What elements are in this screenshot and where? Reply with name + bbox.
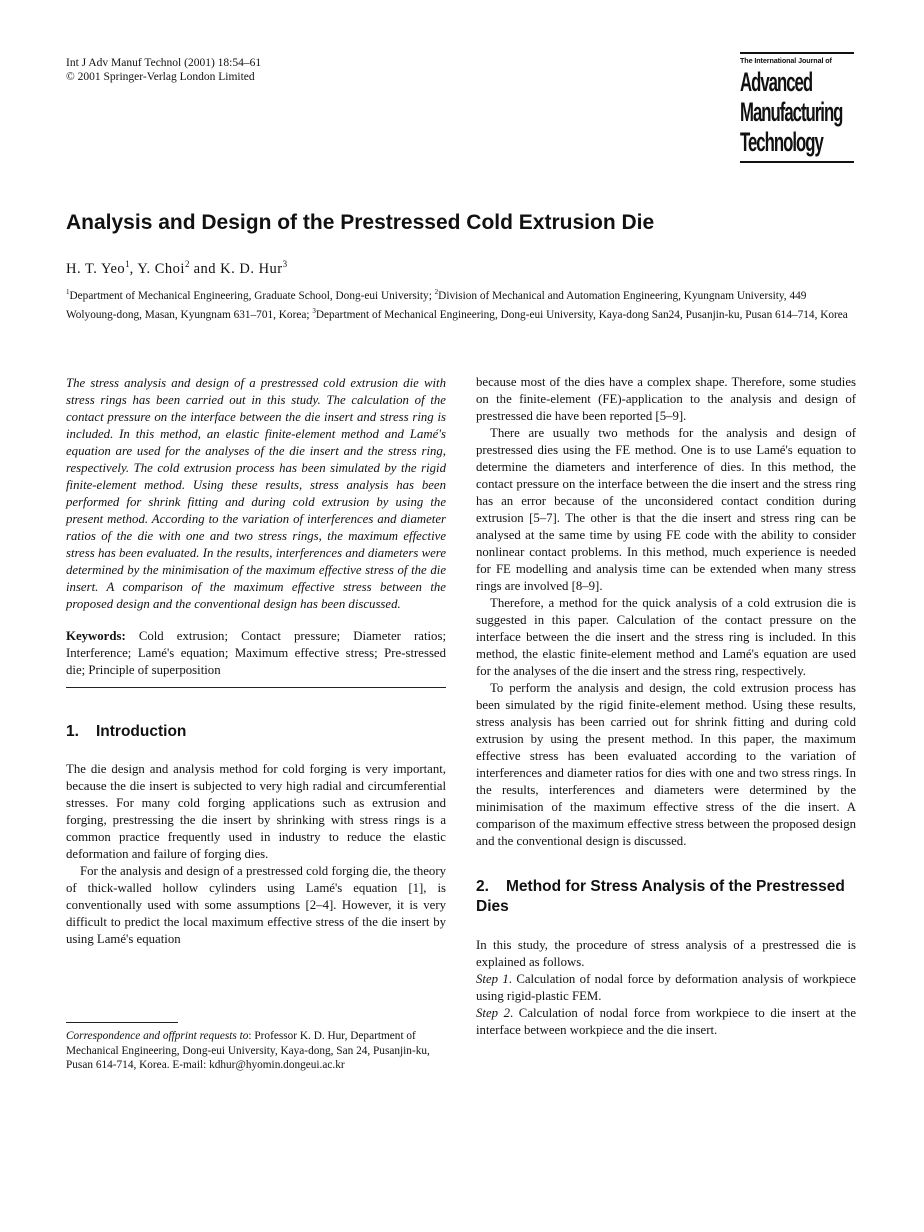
copyright-line: © 2001 Springer-Verlag London Limited xyxy=(66,71,255,83)
affiliation-mark: 3 xyxy=(312,306,316,315)
paragraph: because most of the dies have a complex shape. Therefore, some studies on the finite-element (FE)-application to the analysis and design of prestressed die have been reported [5–9]. xyxy=(476,375,856,423)
step-label: Step 1 xyxy=(476,972,509,986)
author-affiliation-mark: 3 xyxy=(282,259,288,269)
section-heading-method xyxy=(476,877,856,917)
keywords-text: Cold extrusion; Contact pressure; Diameter ratios; Interference; Lamé's equation; Maximum effective stress; Pre-stressed die; Principle of superposition xyxy=(66,629,446,677)
author-list xyxy=(66,259,287,278)
masthead-word-technology: Technology xyxy=(740,127,823,157)
paragraph: The die design and analysis method for cold forging is very important, because the die insert is subjected to very high radial and circumferential stresses. For many cold forging applications such as extrusion and forging, prestressing the die insert by shrinking with stress rings is a common practice frequently used in industry to reduce the elastic deformation and failure of forging dies. xyxy=(66,762,446,861)
section-number: 1. xyxy=(66,723,79,740)
paragraph: To perform the analysis and design, the cold extrusion process has been simulated by the rigid finite-element method. Using these results, stress analysis has been carried out for shrink fitting and during cold extrusion by using the present method. In this paper, the maximum effective stress has been evaluated according to the variation of interferences and diameter ratios for dies with one and two stress rings. In the results, interferences and diameters were determined by the minimisation of the maximum effective stress of the die insert. A comparison of the maximum effective stress between the proposed design and the conventional design is discussed. xyxy=(476,681,856,848)
paper-title: Analysis and Design of the Prestressed Cold Extrusion Die xyxy=(66,211,655,234)
right-column xyxy=(476,374,856,1039)
journal-masthead xyxy=(740,52,854,163)
step-text: . Calculation of nodal force from workpiece to die insert at the interface between workpiece and the die insert. xyxy=(476,1006,856,1037)
paragraph: For the analysis and design of a prestressed cold forging die, the theory of thick-walled hollow cylinders using Lamé's equation [1], is conventionally used with some assumptions [2–4]. However, it is very difficult to predict the local maximum effective stress of the die insert by using Lamé's equation xyxy=(66,864,446,946)
journal-reference xyxy=(66,56,261,84)
masthead-subtitle: The International Journal of xyxy=(740,56,832,65)
correspondence-footnote xyxy=(66,1022,446,1073)
author-affiliation-mark: 1 xyxy=(125,259,130,269)
author-name: H. T. Yeo xyxy=(66,260,126,277)
section-title: Method for Stress Analysis of the Prestressed Dies xyxy=(476,878,845,915)
masthead-word-advanced: Advanced xyxy=(740,67,813,97)
author-name: Y. Choi xyxy=(137,260,185,277)
left-column xyxy=(66,375,446,948)
affiliation-text: Division of Mechanical and Automation Engineering, Kyungnam University, 449 Wolyoung-dong, Masan, Kyungnam 631–701, Korea; xyxy=(66,289,807,321)
abstract: The stress analysis and design of a prestressed cold extrusion die with stress rings has been carried out in this study. The calculation of the contact pressure on the interface between the die insert and stress ring is included. In this method, an elastic finite-element method and Lamé's equation are used for the analyses of the die insert and the stress ring, respectively. The cold extrusion process has been simulated by the rigid finite-element method. Using these results, stress analysis has been performed for shrink fitting and during cold extrusion by using the present method. According to the variation of interferences and diameter ratios of the die with one and two stress rings, the maximum effective stress has been evaluated. In the results, interferences and diameters were determined by the minimisation of the maximum effective stress of the die insert. A comparison of the maximum effective stress between the proposed design and the conventional design has been discussed. xyxy=(66,376,446,611)
author-separator: , xyxy=(129,260,138,277)
keywords xyxy=(66,628,446,679)
section-title: Introduction xyxy=(96,723,187,740)
masthead-word-manufacturing: Manufacturing xyxy=(740,97,843,127)
section-number: 2. xyxy=(476,878,489,895)
abstract-divider xyxy=(66,687,446,688)
paragraph: There are usually two methods for the analysis and design of prestressed dies using the FE method. One is to use Lamé's equation to determine the diameters and interference of dies. In this method, the contact pressure on the interface between the die insert and the stress ring has an error because of the unconsidered contact condition during extrusion [5–7]. The other is that the die insert and stress ring can be analysed at the same time by using FE code with the ability to consider nonlinear contact problems. In this method, much experience is needed for FE modelling and analysis time can be extended when many stress rings are involved [8–9]. xyxy=(476,426,856,593)
affiliation-text: Department of Mechanical Engineering, Dong-eui University, Kaya-dong San24, Pusanjin-ku, Pusan 614–714, Korea xyxy=(315,308,848,321)
step-label: Step 2 xyxy=(476,1006,511,1020)
citation-line: Int J Adv Manuf Technol (2001) 18:54–61 xyxy=(66,57,262,69)
step-item xyxy=(476,971,856,1005)
masthead-bottom-rule xyxy=(740,161,854,163)
author-name: K. D. Hur xyxy=(220,260,283,277)
author-affiliation-mark: 2 xyxy=(184,259,190,269)
affiliations xyxy=(66,285,856,323)
affiliation-text: Department of Mechanical Engineering, Graduate School, Dong-eui University; xyxy=(69,289,435,302)
step-item xyxy=(476,1005,856,1039)
keywords-label: Keywords: xyxy=(66,629,126,643)
footnote-rule xyxy=(66,1022,178,1023)
footnote-text xyxy=(66,1029,446,1073)
section-heading-introduction xyxy=(66,722,446,742)
paragraph: In this study, the procedure of stress analysis of a prestressed die is explained as follows. xyxy=(476,938,856,969)
footnote-label: Correspondence and offprint requests to xyxy=(66,1030,249,1042)
author-separator: and xyxy=(189,260,221,277)
step-text: . Calculation of nodal force by deformation analysis of workpiece using rigid-plastic FEM. xyxy=(476,972,856,1003)
affiliation-mark: 1 xyxy=(66,288,70,296)
footnote-body: : Professor K. D. Hur, Department of Mechanical Engineering, Dong-eui University, Kaya-dong, San 24, Pusanjin-ku, Pusan 614-714, Korea. E-mail: kdhur@hyomin.dongeui.ac.kr xyxy=(66,1030,430,1071)
paragraph: Therefore, a method for the quick analysis of a cold extrusion die is suggested in this paper. Calculation of the contact pressure on the interface between the die insert and the stress ring is included. In this method, the elastic finite-element method and Lamé's equation are used for the analyses of the die insert and the stress ring, respectively. xyxy=(476,596,856,678)
affiliation-mark: 2 xyxy=(434,288,439,296)
